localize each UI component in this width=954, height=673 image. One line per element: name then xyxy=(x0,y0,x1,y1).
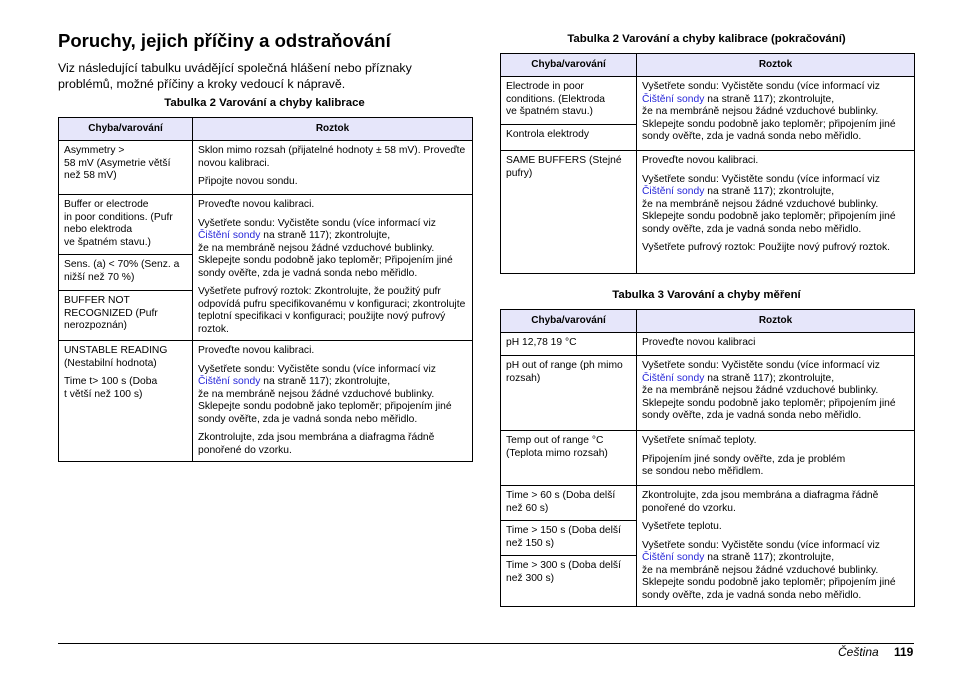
error-cell: Sens. (a) < 70% (Senz. a nižší než 70 %) xyxy=(59,255,193,291)
error-cell: Buffer or electrode in poor conditions. (Pufr nebo elektroda ve špatném stavu.) xyxy=(59,195,193,255)
table-row xyxy=(501,151,915,274)
link-cisteni-sondy[interactable]: Čištění sondy xyxy=(642,552,705,563)
footer-language: Čeština xyxy=(838,645,879,659)
solution-cell: Sklon mimo rozsah (přijatelné hodnoty ± 58 mV). Proveďte novou kalibraci. Připojte novou sondu. xyxy=(193,141,473,195)
link-cisteni-sondy[interactable]: Čištění sondy xyxy=(198,230,261,241)
column-header-error: Chyba/varování xyxy=(59,118,193,141)
error-cell: pH 12,78 19 °C xyxy=(501,333,637,356)
table-row xyxy=(501,431,915,486)
table-row xyxy=(501,356,915,431)
table-header-row xyxy=(501,54,915,77)
table-header-row xyxy=(59,118,473,141)
table-row xyxy=(59,141,473,195)
link-cisteni-sondy[interactable]: Čištění sondy xyxy=(642,372,705,384)
page-number: 119 xyxy=(894,645,914,659)
column-header-solution: Roztok xyxy=(637,310,915,333)
error-cell: Kontrola elektrody xyxy=(501,125,637,151)
solution-cell: Proveďte novou kalibraci xyxy=(637,333,915,356)
error-cell: pH out of range (ph mimo rozsah) xyxy=(501,356,637,431)
column-header-solution: Roztok xyxy=(637,54,915,77)
table-row xyxy=(59,195,473,255)
table-row xyxy=(501,77,915,125)
link-cisteni-sondy[interactable]: Čištění sondy xyxy=(642,186,705,197)
table-row xyxy=(501,486,915,521)
error-cell: UNSTABLE READING (Nestabilní hodnota) Time t> 100 s (Doba t větší než 100 s) xyxy=(59,341,193,462)
solution-cell: Vyšetřete snímač teploty. Připojením jiné sondy ověřte, zda je problém se sondou nebo měřidlem. xyxy=(637,431,915,486)
error-cell: Asymmetry > 58 mV (Asymetrie větší než 58 mV) xyxy=(59,141,193,195)
error-cell: SAME BUFFERS (Stejné pufry) xyxy=(501,151,637,274)
table3-measurement-errors xyxy=(500,309,915,607)
solution-cell: Vyšetřete sondu: Vyčistěte sondu (více informací viz Čištění sondy na straně 117); zkontrolujte, že na membráně nejsou žádné vzduchové bublinky. Sklepejte sondu podobně jako teploměr; připojením jiné sondy ověřte, zda je vadná sonda nebo měřidlo. xyxy=(637,356,915,431)
error-cell: Electrode in poor conditions. (Elektroda ve špatném stavu.) xyxy=(501,77,637,125)
column-header-solution: Roztok xyxy=(193,118,473,141)
table2-cont-caption: Tabulka 2 Varování a chyby kalibrace (pokračování) xyxy=(567,33,846,45)
solution-cell: Proveďte novou kalibraci. Vyšetřete sondu: Vyčistěte sondu (více informací viz Čištění sondy na straně 117); zkontrolujte, že na membráně nejsou žádné vzduchové bublinky. Sklepejte sondu podobně jako teploměr; připojením jiné sondy ověřte, zda je vadná sonda nebo měřidlo. Vyšetřete pufrový roztok: Použijte nový pufrový roztok. xyxy=(637,151,915,274)
intro-paragraph: Viz následující tabulku uvádějící společná hlášení nebo příznaky problémů, možné příčiny a kroky vedoucí k nápravě. xyxy=(58,61,412,91)
footer-divider xyxy=(58,643,914,644)
table2-caption: Tabulka 2 Varování a chyby kalibrace xyxy=(164,97,365,109)
error-cell: Time > 150 s (Doba delší než 150 s) xyxy=(501,521,637,556)
solution-cell: Proveďte novou kalibraci. Vyšetřete sondu: Vyčistěte sondu (více informací viz Čištění sondy na straně 117); zkontrolujte, že na membráně nejsou žádné vzduchové bublinky. Sklepejte sondu podobně jako teploměr; připojením jiné sondy ověřte, zda je vadná sonda nebo měřidlo. Zkontrolujte, zda jsou membrána a diafragma řádně ponořené do vzorku. xyxy=(193,341,473,462)
error-cell: Temp out of range °C (Teplota mimo rozsah) xyxy=(501,431,637,486)
column-header-error: Chyba/varování xyxy=(501,54,637,77)
error-cell: Time > 300 s (Doba delší než 300 s) xyxy=(501,556,637,607)
table2-calibration-errors xyxy=(58,117,473,462)
solution-cell: Proveďte novou kalibraci. Vyšetřete sondu: Vyčistěte sondu (více informací viz Čištění sondy na straně 117); zkontrolujte, že na membráně nejsou žádné vzduchové bublinky. Sklepejte sondu podobně jako teploměr; Připojením jiné sondy ověřte, zda je vadná sonda nebo měřidlo. Vyšetřete pufrový roztok: Zkontrolujte, že použitý pufr odpovídá pufru specifikovanému v konfiguraci; zkontrolujte teplotní specifikaci v konfiguraci; použijte nový pufrový roztok. xyxy=(193,195,473,341)
link-cisteni-sondy[interactable]: Čištění sondy xyxy=(198,376,261,387)
link-cisteni-sondy[interactable]: Čištění sondy xyxy=(642,93,705,105)
table-row xyxy=(59,341,473,462)
table-row xyxy=(501,333,915,356)
solution-cell: Vyšetřete sondu: Vyčistěte sondu (více informací viz Čištění sondy na straně 117); zkontrolujte, že na membráně nejsou žádné vzduchové bublinky. Sklepejte sondu podobně jako teploměr; připojením jiné sondy ověřte, zda je vadná sonda nebo měřidlo. xyxy=(637,77,915,151)
table2-cont-calibration-errors xyxy=(500,53,915,274)
page-heading: Poruchy, jejich příčiny a odstraňování xyxy=(58,30,391,51)
table3-caption: Tabulka 3 Varování a chyby měření xyxy=(612,289,801,301)
error-cell: BUFFER NOT RECOGNIZED (Pufr nerozpoznán) xyxy=(59,291,193,341)
column-header-error: Chyba/varování xyxy=(501,310,637,333)
table-header-row xyxy=(501,310,915,333)
solution-cell: Zkontrolujte, zda jsou membrána a diafragma řádně ponořené do vzorku. Vyšetřete teplotu. Vyšetřete sondu: Vyčistěte sondu (více informací viz Čištění sondy na straně 117); zkontrolujte, že na membráně nejsou žádné vzduchové bublinky. Sklepejte sondu podobně jako teploměr; připojením jiné sondy ověřte, zda je vadná sonda nebo měřidlo. xyxy=(637,486,915,607)
error-cell: Time > 60 s (Doba delší než 60 s) xyxy=(501,486,637,521)
